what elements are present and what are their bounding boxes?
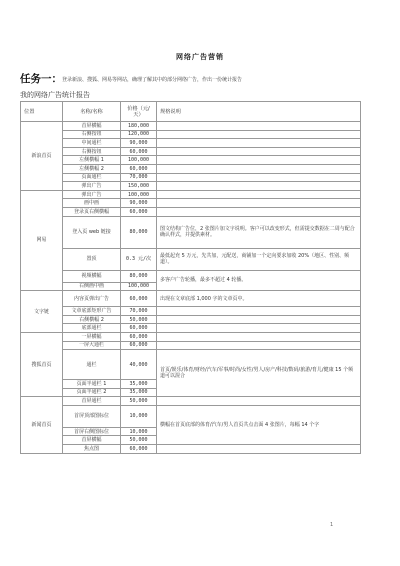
price-cell: 90,000 <box>121 199 157 208</box>
report-subtitle: 我的网络广告统计报告 <box>20 91 90 99</box>
spec-cell: 横幅在首页底部的体育/汽车/男人首页共点击面 4 张图片，每幅 14 个字 <box>157 405 361 444</box>
spec-cell <box>157 307 361 316</box>
task-line <box>20 70 380 87</box>
spec-cell <box>157 156 361 165</box>
header-name: 名称/名称 <box>63 102 121 122</box>
price-cell: 10,000 <box>121 405 157 427</box>
spec-cell <box>157 332 361 341</box>
ad-name-cell: 首屏通栏 <box>63 397 121 406</box>
spec-cell <box>157 445 361 454</box>
ad-name-cell: 焦点图 <box>63 445 121 454</box>
price-cell: 100,000 <box>121 282 157 291</box>
document-title: 网络广告营销 <box>176 53 224 61</box>
spec-cell: 首页/娱乐/体育/财经/汽车/军事/时尚/女性/男人/房产/科技/数码/旅游/育儿/健康 15 个频道可以混合 <box>157 350 361 397</box>
price-cell: 80,000 <box>121 270 157 282</box>
spec-cell <box>157 130 361 139</box>
price-cell: 70,000 <box>121 307 157 316</box>
table-row <box>21 341 361 350</box>
table-row <box>21 122 361 131</box>
ad-name-cell: 右侧画中画 <box>63 282 121 291</box>
ad-name-cell: 一屏横幅 <box>63 332 121 341</box>
table-row <box>21 130 361 139</box>
table-header-row <box>21 102 361 122</box>
task-description: 登录新浪、搜狐、网易等网站，确理了解其中的部分网络广告，作出一份统计报告 <box>62 77 243 83</box>
table-row <box>21 147 361 156</box>
position-cell: 网易 <box>21 190 63 290</box>
task-label: 任务一： <box>20 73 62 85</box>
price-cell: 90,000 <box>121 139 157 148</box>
ad-name-cell: 内容页弹出广告 <box>63 291 121 307</box>
price-cell: 60,000 <box>121 332 157 341</box>
position-cell: 文字链 <box>21 291 63 333</box>
table-row <box>21 291 361 307</box>
table-row <box>21 216 361 248</box>
table-row <box>21 182 361 191</box>
ad-name-cell: 画中画 <box>63 199 121 208</box>
ad-name-cell: 首屏顶部图标位 <box>63 405 121 427</box>
spec-cell: 出现在文章底部 1,000 字的文章页中。 <box>157 291 361 307</box>
table-row <box>21 156 361 165</box>
table-row <box>21 350 361 380</box>
ad-name-cell: 页面通栏 <box>63 173 121 182</box>
price-cell: 50,000 <box>121 436 157 445</box>
price-cell: 150,000 <box>121 182 157 191</box>
ad-name-cell: 首屏右侧图标位 <box>63 427 121 436</box>
ad-name-cell: 首屏横幅 <box>63 436 121 445</box>
ad-name-cell: 首屏横幅 <box>63 122 121 131</box>
table-row <box>21 405 361 427</box>
price-cell: 0.3 元/次 <box>121 248 157 270</box>
table-row <box>21 445 361 454</box>
price-cell: 180,000 <box>121 122 157 131</box>
table-row <box>21 248 361 270</box>
table-row <box>21 139 361 148</box>
price-cell: 35,000 <box>121 380 157 389</box>
price-cell: 60,000 <box>121 147 157 156</box>
spec-cell <box>157 122 361 131</box>
price-cell: 60,000 <box>121 341 157 350</box>
ad-name-cell: 右侧按钮 <box>63 147 121 156</box>
ad-statistics-table <box>20 101 361 454</box>
table-row <box>21 199 361 208</box>
ad-name-cell: 登录页右侧横幅 <box>63 207 121 216</box>
price-cell: 40,000 <box>121 350 157 380</box>
ad-name-cell: 通栏 <box>63 350 121 380</box>
spec-cell <box>157 199 361 208</box>
header-price: 价格（元/天） <box>121 102 157 122</box>
ad-name-cell: 左侧横幅 2 <box>63 164 121 173</box>
ad-name-cell: 弹出广告 <box>63 182 121 191</box>
position-cell: 新闻首页 <box>21 397 63 453</box>
price-cell: 80,000 <box>121 216 157 248</box>
spec-cell <box>157 315 361 324</box>
spec-cell <box>157 173 361 182</box>
spec-cell <box>157 207 361 216</box>
table-row <box>21 164 361 173</box>
price-cell: 120,000 <box>121 130 157 139</box>
spec-cell <box>157 164 361 173</box>
price-cell: 100,000 <box>121 156 157 165</box>
spec-cell <box>157 324 361 333</box>
spec-cell: 最低起充 5 万元，先共加，元配送，商铺加一个定向要求加收 20%（地区、性别、频道）。 <box>157 248 361 270</box>
ad-name-cell: 页面半通栏 1 <box>63 380 121 389</box>
table-body <box>21 122 361 454</box>
ad-name-cell: 右侧按钮 <box>63 130 121 139</box>
price-cell: 10,000 <box>121 427 157 436</box>
price-cell: 35,000 <box>121 388 157 397</box>
ad-name-cell: 左侧横幅 1 <box>63 156 121 165</box>
price-cell: 60,000 <box>121 207 157 216</box>
table-row <box>21 270 361 282</box>
spec-cell: 多客户广告轮播，最多不超过 4 轮播。 <box>157 270 361 291</box>
price-cell: 60,000 <box>121 291 157 307</box>
ad-name-cell: 页面半通栏 2 <box>63 388 121 397</box>
spec-cell: 图文结构广告位，2 张图片加文字说明。客户可以改变形式，但需提交数据在二周与配合确认样式，并提供素材。 <box>157 216 361 248</box>
price-cell: 50,000 <box>121 315 157 324</box>
table-row <box>21 207 361 216</box>
table-row <box>21 397 361 406</box>
ad-name-cell: 底部通栏 <box>63 324 121 333</box>
ad-name-cell: 中间通栏 <box>63 139 121 148</box>
spec-cell <box>157 397 361 406</box>
header-spec: 规格说明 <box>157 102 361 122</box>
ad-name-cell: 右侧横幅 2 <box>63 315 121 324</box>
price-cell: 50,000 <box>121 397 157 406</box>
position-cell: 搜狐首页 <box>21 332 63 396</box>
spec-cell <box>157 190 361 199</box>
ad-name-cell: 视频横幅 <box>63 270 121 282</box>
ad-name-cell: 弹出广告 <box>63 190 121 199</box>
page-number: 1 <box>330 522 334 528</box>
spec-cell <box>157 139 361 148</box>
price-cell: 70,000 <box>121 173 157 182</box>
table-row <box>21 173 361 182</box>
price-cell: 60,000 <box>121 164 157 173</box>
table-row <box>21 315 361 324</box>
table-row <box>21 324 361 333</box>
price-cell: 60,000 <box>121 445 157 454</box>
spec-cell <box>157 182 361 191</box>
spec-cell <box>157 341 361 350</box>
table-row <box>21 190 361 199</box>
table-row <box>21 332 361 341</box>
header-position: 位置 <box>21 102 63 122</box>
price-cell: 60,000 <box>121 324 157 333</box>
ad-name-cell: 一屏大通栏 <box>63 341 121 350</box>
ad-name-cell: 登入页 web 链接 <box>63 216 121 248</box>
table-row <box>21 307 361 316</box>
spec-cell <box>157 147 361 156</box>
ad-name-cell: 置顶 <box>63 248 121 270</box>
ad-name-cell: 文章底部矩形广告 <box>63 307 121 316</box>
price-cell: 100,000 <box>121 190 157 199</box>
position-cell: 新浪首页 <box>21 122 63 191</box>
